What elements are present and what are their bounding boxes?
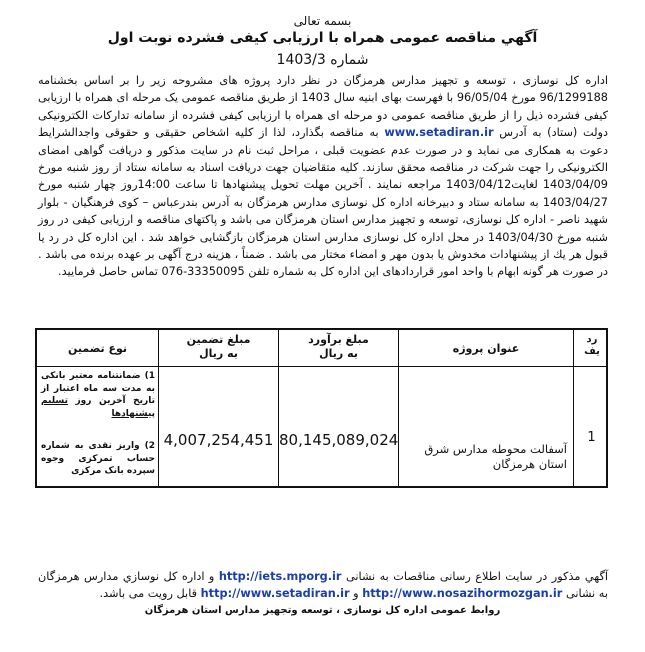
guarantee-type-1-underline: تسلیم پیشنهادها <box>41 396 155 419</box>
row-estimate-amount: 80,145,089,024 <box>279 431 399 449</box>
guarantee-type-1: 1) ضمانتنامه معتبر بانکی به مدت سه ماه اعتبار از تاریخ آخرین روز تسلیم پیشنهادها <box>41 371 155 419</box>
body-paragraph-2: به مناقصه بگذارد، لذا از کلیه اشخاص حقیقی و حقوقی واجدالشرایط دعوت به همکاری می نماید و در صورت عدم عضویت قبلی ، مراحل ثبت نام در سایت مذکور و دریافت گواهی امضای الکترونیکی را جهت شرکت در مناقصه محقق سازند. کلیه متقاضیان جهت دریافت اسناد به سامانه ستاد از روز شنبه مورخ 1403/04/09 لغایت1403/04/12 مراجعه نمایند . آخرین مهلت تحویل پیشنهادها تا ساعت 14:00روز چهار شنبه مورخ 1403/04/27 به سامانه ستاد و دبیرخانه اداره کل نوسازی مدارس هرمزگان به آدرس بندرعباس – کوی فرهنگیان - بلوار شهید ناصر - اداره کل نوسازی، توسعه و تجهیز مدارس استان هرمزگان می باشد و پاکتهای مناقصه و ارزیابی کیفی در روز شنبه مورخ 1403/04/30 در محل اداره کل نوسازی مدارس استان هرمزگان بازگشایی خواهد شد . این اداره کل در رد یا قبول هر یك از پیشنهادات مخدوش یا بدون مهر و امضاء مختار می باشد . ضمناً ، هزینه درج آگهی بر عهده برنده می باشد . در صورت هر گونه ابهام با واحد امور قراردادهای این اداره کل به شماره تلفن 33350095-076 تماس حاصل فرمایید. <box>38 126 608 279</box>
public-relations-signature: روابط عمومی اداره کل نوسازی ، توسعه وتجهیز مدارس استان هرمزگان <box>144 605 501 616</box>
setad-link[interactable]: www.setadiran.ir <box>384 126 494 140</box>
header-estimate: مبلغ برآورد به ریال <box>308 333 369 360</box>
guarantee-type-2: 2) واریز نقدی به شماره حساب تمرکزی وجوه سپرده بانک مرکزی <box>41 441 155 476</box>
body-paragraph-1: اداره کل نوسازی ، توسعه و تجهیز مدارس هرمزگان در نظر دارد پروژه های مشروحه زیر را بر اساس بخشنامه 96/1299188 مورخ 96/05/04 با فهرست بهای ابنیه سال 1403 از طریق مناقصه عمومی یک مرحله ای همراه با ارزیابی کیفی فشرده ذیل را از طریق مناقصه عمومی دو مرحله ای همراه با ارزیابی کیفی فشرده از سامانه تدارکات الکترونیکی دولت (ستاد) به آدرس <box>38 74 609 140</box>
bismillah: بسمه تعالی <box>293 14 352 28</box>
projects-table <box>35 328 608 488</box>
nosazi-link[interactable]: http://www.nosazihormozgan.ir <box>362 587 563 600</box>
footer-text: آگهي مذکور در سایت اطلاع رسانی مناقصات به نشانی http://iets.mporg.ir و اداره کل نوسازي مدارس هرمزگان به نشانی http://www.nosazihormozgan.ir و http://www.setadiran.ir قابل رویت می باشد. <box>38 570 608 600</box>
row-guarantee-amount: 4,007,254,451 <box>163 431 274 449</box>
page-title: آگهي مناقصه عمومی همراه با ارزیابی کیفی فشرده نوبت اول <box>107 30 538 46</box>
header-row-number: رد یف <box>584 334 600 357</box>
tender-number: شماره 1403/3 <box>276 52 369 68</box>
header-project-title: عنوان پروژه <box>452 342 520 355</box>
iets-link[interactable]: http://iets.mporg.ir <box>218 570 342 583</box>
header-guarantee: مبلغ تضمین به ریال <box>186 333 251 360</box>
header-guarantee-type: نوع تضمین <box>67 342 128 355</box>
tender-body-text <box>38 72 608 281</box>
row-project-title: آسفالت محوطه مدارس شرق استان هرمزگان <box>424 442 567 471</box>
row-index: 1 <box>587 430 596 445</box>
setad-footer-link[interactable]: http://www.setadiran.ir <box>200 587 350 600</box>
